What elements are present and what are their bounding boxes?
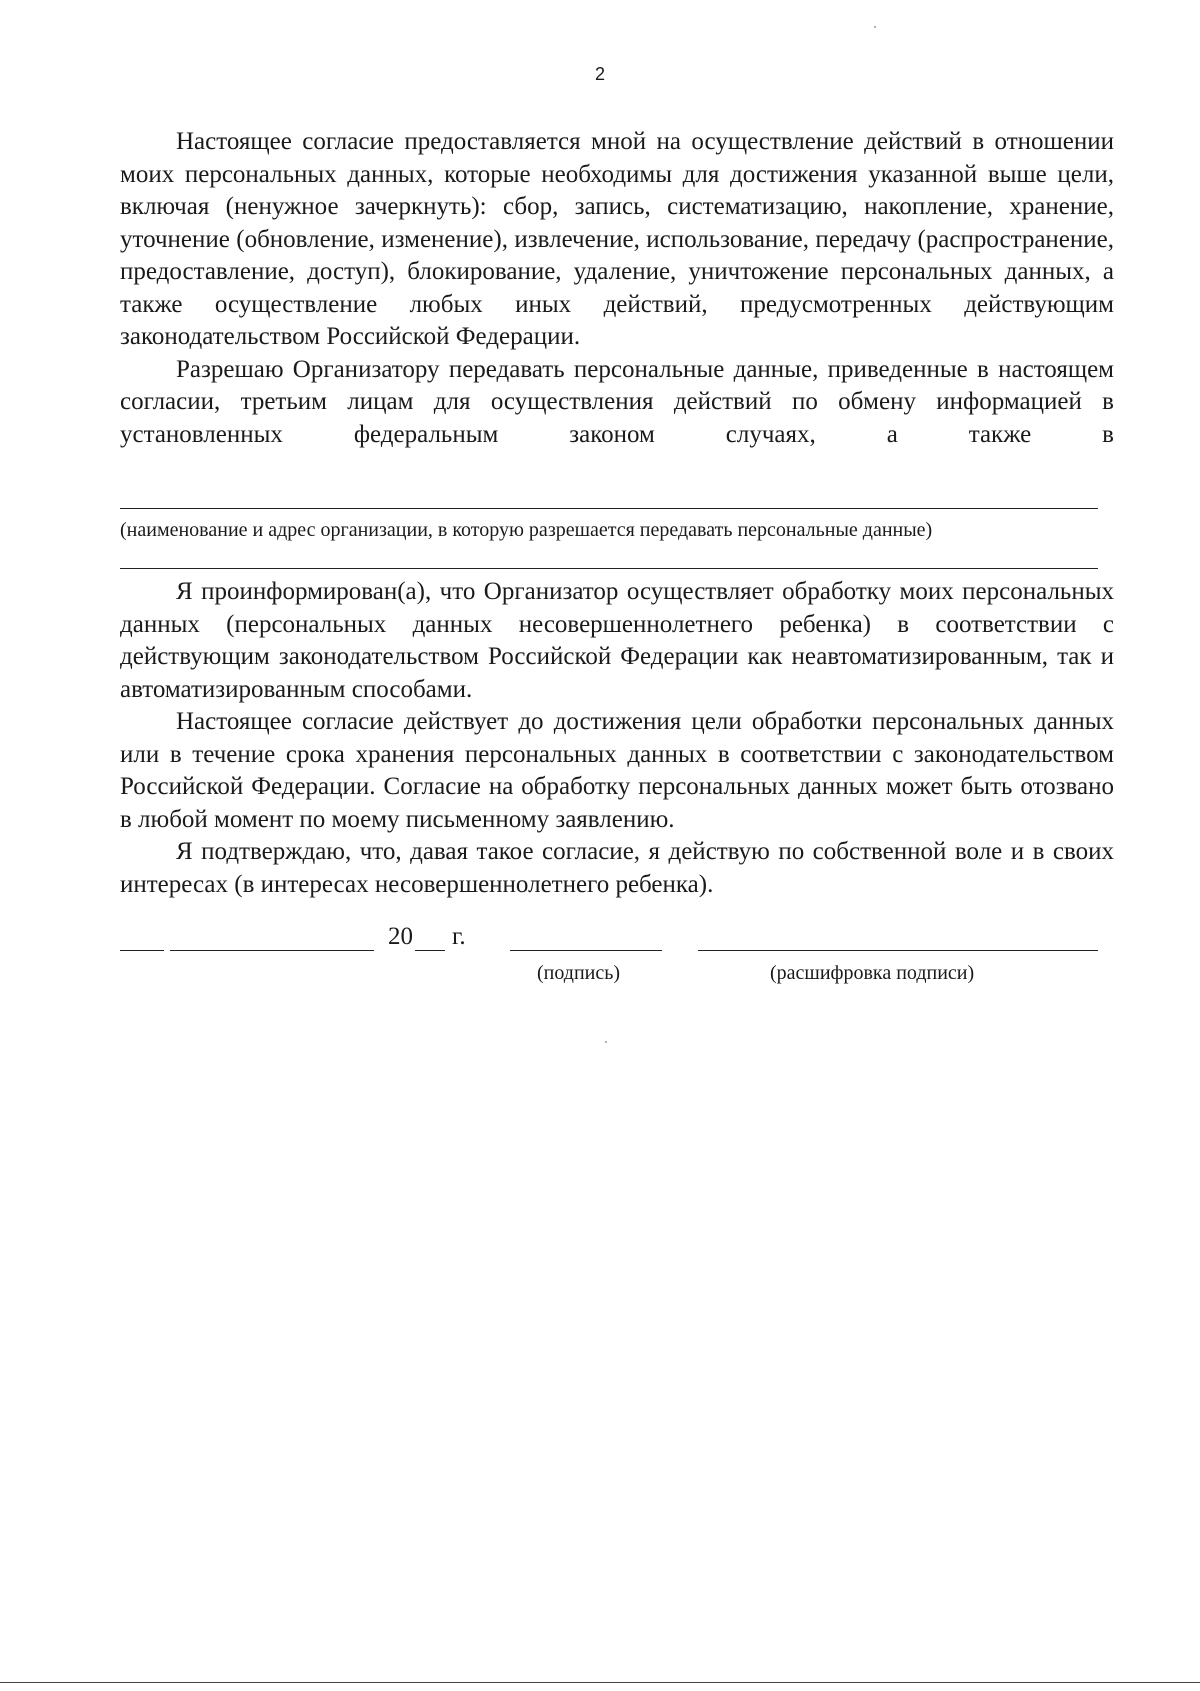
signature-decode-blank bbox=[698, 950, 1098, 951]
paragraph-actions-consent: Настоящее согласие предоставляется мной на осуществление действий в отношении моих персональных данных, которые необходимы для достижения указанной выше цели, включая (ненужное зачеркнуть): сбор, запись, систематизацию, накопление, хранение, уточнение (обновление, изменение), извлечение, использование, передачу (распространение, предоставление, доступ), блокирование, удаление, уничтожение персональных данных, а также осуществление любых иных действий, предусмотренных действующим законодательством Российской Федерации. bbox=[120, 128, 1114, 350]
organization-blank-line bbox=[120, 508, 1098, 509]
consent-text-top bbox=[120, 126, 1114, 451]
day-blank bbox=[120, 950, 164, 951]
paragraph-transfer-permission: Разрешаю Организатору передавать персональные данные, приведенные в настоящем согласии, третьим лицам для осуществления действий по обмену информацией в установленных федеральным законом случаях, а также в bbox=[120, 355, 1114, 448]
year-prefix: 20 bbox=[388, 923, 413, 950]
scan-speck bbox=[874, 26, 876, 28]
signature-blank bbox=[510, 950, 662, 951]
paragraph-validity: Настоящее согласие действует до достижения цели обработки персональных данных или в течение срока хранения персональных данных в соответствии с законодательством Российской Федерации. Согласие на обработку персональных данных может быть отозвано в любой момент по моему письменному заявлению. bbox=[120, 708, 1114, 833]
organization-caption: (наименование и адрес организации, в которую разрешается передавать персональные данные) bbox=[120, 519, 933, 541]
year-suffix: г. bbox=[452, 923, 466, 950]
scan-speck bbox=[605, 1041, 607, 1043]
consent-text-bottom bbox=[120, 576, 1114, 901]
signature-decode-caption: (расшифровка подписи) bbox=[770, 962, 975, 984]
paragraph-informed: Я проинформирован(а), что Организатор осуществляет обработку моих персональных данных (персональных данных несовершеннолетнего ребенка) в соответствии с действующим законодательством Российской Федерации как неавтоматизированным, так и автоматизированным способами. bbox=[120, 578, 1114, 703]
signature-caption: (подпись) bbox=[537, 962, 621, 984]
organization-blank-line-2 bbox=[120, 568, 1098, 569]
year-blank bbox=[415, 950, 445, 951]
page-bottom-edge bbox=[0, 1682, 1200, 1683]
paragraph-confirmation: Я подтверждаю, что, давая такое согласие, я действую по собственной воле и в своих интересах (в интересах несовершеннолетнего ребенка). bbox=[120, 838, 1114, 898]
month-blank bbox=[170, 950, 374, 951]
signature-row bbox=[120, 922, 1114, 982]
page-number: 2 bbox=[594, 64, 605, 84]
